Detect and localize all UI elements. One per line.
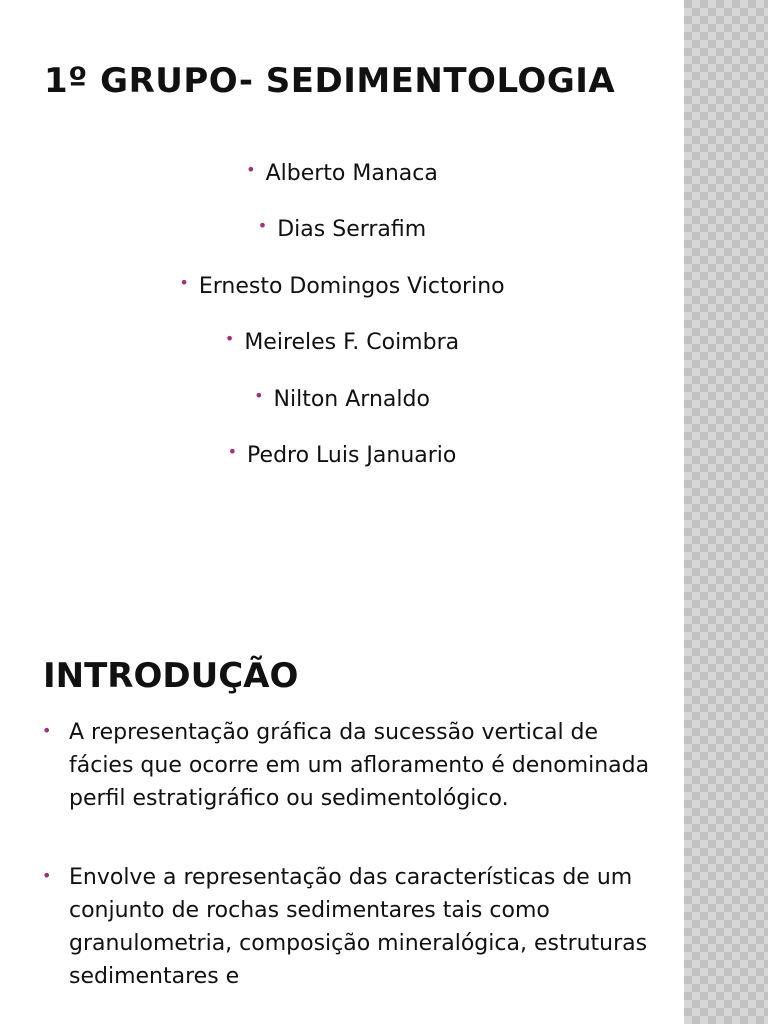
list-item [0,211,684,248]
bullet-icon: • [42,866,52,885]
decorative-side-pattern [684,0,768,1024]
intro-bullet-list [40,716,650,1024]
intro-paragraph: A representação gráfica da sucessão vertical de fácies que ocorre em um afloramento é denominada perfil estratigráfico ou sedimentológico. [69,720,650,811]
list-item [0,381,684,418]
intro-title: INTRODUÇÃO [43,656,299,696]
list-item [0,324,684,361]
intro-paragraph: Envolve a representação das características de um conjunto de rochas sedimentares tais como granulometria, composição mineralógica, estruturas sedimentares e [69,865,648,989]
group-title: 1º GRUPO- SEDIMENTOLOGIA [44,61,616,101]
list-item [0,437,684,474]
member-name: Alberto Manaca [265,161,438,186]
bullet-icon: • [254,385,264,405]
bullet-icon: • [246,160,256,179]
bullet-icon: • [227,441,238,461]
bullet-icon: • [179,272,189,292]
list-item [0,268,684,305]
member-name: Dias Serrafim [277,217,427,243]
list-item [40,861,650,993]
list-item [40,716,650,815]
bullet-icon: • [224,329,235,349]
member-name: Meireles F. Coimbra [244,330,460,356]
member-list [0,155,684,493]
bullet-icon: • [257,216,268,236]
bullet-icon: • [42,721,52,740]
member-name: Nilton Arnaldo [273,386,430,412]
list-item [0,155,684,192]
member-name: Ernesto Domingos Victorino [198,273,505,299]
member-name: Pedro Luis Januario [247,442,457,468]
